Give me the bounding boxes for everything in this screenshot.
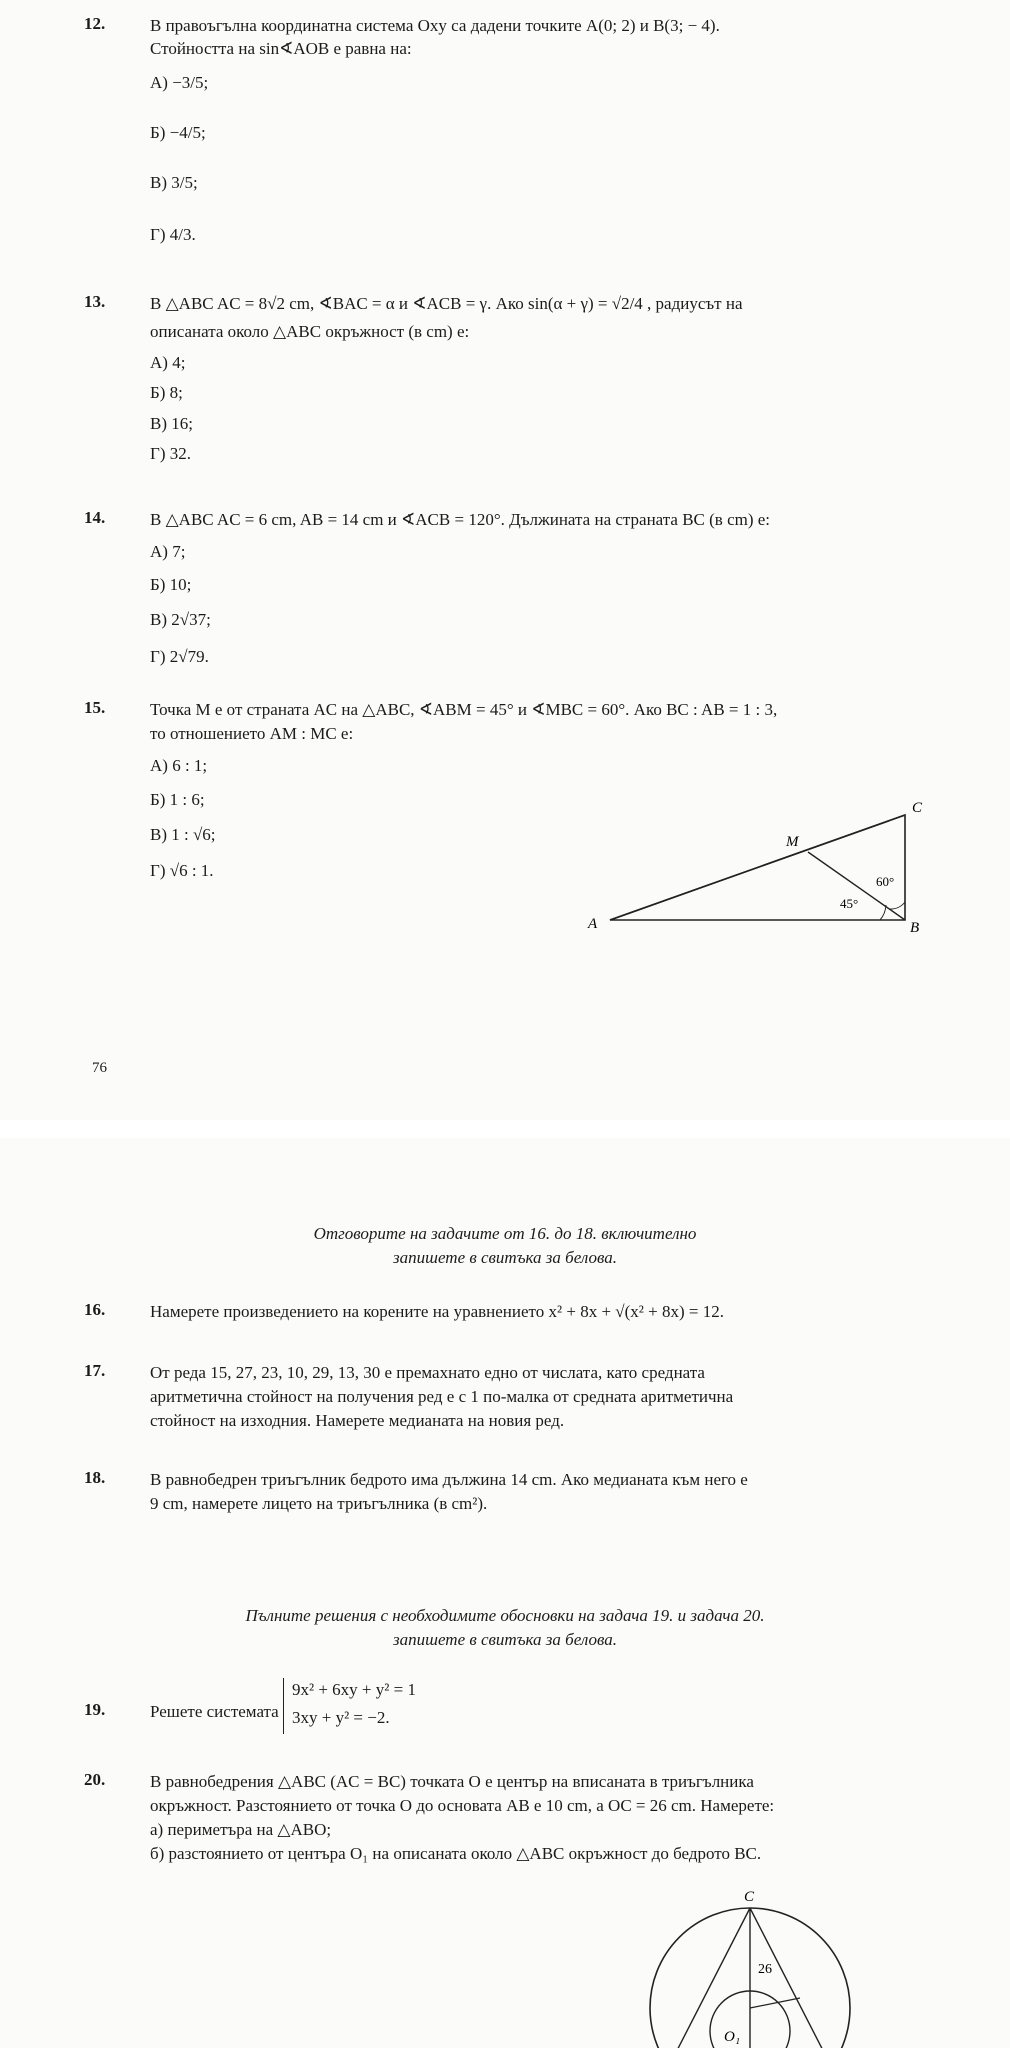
q17-text-line2: аритметична стойност на получения ред е с 1 по-малка от средната аритметична [150,1387,734,1406]
q13-option-b: Б) 8; [150,383,183,402]
q12-text-line1: В правоъгълна координатна система Oxy са дадени точките A(0; 2) и B(3; − 4). [150,16,720,35]
q19-equation2: 3xy + y² = −2. [292,1708,390,1727]
label-angle-45: 45° [840,896,859,911]
q20-part-b: б) разстоянието от центъра O₁ на описаната около △ABC окръжност до бедрото BC. [150,1844,762,1863]
q17-number: 17. [84,1361,106,1380]
q13-option-c: В) 16; [150,414,193,433]
q15-text-line1: Точка M е от страната AC на △ABC, ∢ABM = 45° и ∢MBC = 60°. Ако BC : AB = 1 : 3, [150,700,778,719]
q13-number: 13. [84,292,106,311]
q12-number: 12. [84,14,106,33]
q16-text: Намерете произведението на корените на уравнението x² + 8x + √(x² + 8x) = 12. [150,1302,724,1321]
q14-option-c: В) 2√37; [150,610,211,629]
q13-text-line1: В △ABC AC = 8√2 cm, ∢BAC = α и ∢ACB = γ. Ако sin(α + γ) = √2/4 , радиусът на [150,294,743,313]
q16-number: 16. [84,1300,106,1319]
system-brace [283,1678,284,1734]
q18-text-line1: В равнобедрен триъгълник бедрото има дължина 14 cm. Ако медианата към него е [150,1470,748,1489]
q18-text-line2: 9 cm, намерете лицето на триъгълника (в cm²). [150,1494,488,1513]
q13-option-d: Г) 32. [150,444,191,463]
q14-option-b: Б) 10; [150,575,192,594]
side-ca [668,1908,750,2048]
angle-arc-60 [890,902,905,909]
q14-option-a: А) 7; [150,542,186,561]
segment-ac [610,815,905,920]
label-c: C [912,800,923,816]
q14-option-d: Г) 2√79. [150,647,209,666]
q20-number: 20. [84,1770,106,1789]
label-26: 26 [758,1962,772,1977]
q15-option-c: В) 1 : √6; [150,825,216,844]
q12-option-d: Г) 4/3. [150,225,196,244]
q15-triangle-figure [580,790,940,940]
q12-option-b: Б) −4/5; [150,123,206,142]
label-c-point: C [744,1889,755,1905]
q12-option-a: А) −3/5; [150,73,209,92]
instruction1-line1: Отговорите на задачите от 16. до 18. включително [313,1224,697,1243]
q14-text-line1: В △ABC AC = 6 cm, AB = 14 cm и ∢ACB = 120°. Дължината на страната BC (в cm) е: [150,510,771,529]
label-a: A [588,916,598,932]
angle-arc-45 [880,905,886,920]
q13-option-a: А) 4; [150,353,186,372]
label-m: M [786,834,799,850]
q14-number: 14. [84,508,106,527]
q12-option-c: В) 3/5; [150,173,198,192]
q15-option-a: А) 6 : 1; [150,756,208,775]
q19-equation1: 9x² + 6xy + y² = 1 [292,1680,416,1699]
instruction2-line2: запишете в свитъка за белова. [393,1630,617,1649]
q15-number: 15. [84,698,106,717]
page-number: 76 [92,1060,107,1076]
q15-text-line2: то отношението AM : MC е: [150,724,354,743]
page-gap [0,1120,1010,1138]
side-cb [750,1908,832,2048]
q17-text-line1: От реда 15, 27, 23, 10, 29, 13, 30 е премахнато едно от числата, като средната [150,1363,705,1382]
q18-number: 18. [84,1468,106,1487]
q15-option-b: Б) 1 : 6; [150,790,205,809]
q17-text-line3: стойност на изходния. Намерете медианата на новия ред. [150,1411,565,1430]
q19-lead: Решете системата [150,1702,279,1721]
q20-text-line1: В равнобедрения △ABC (AC = BC) точката O е център на вписаната в триъгълника [150,1772,754,1791]
q12-text-line2: Стойността на sin∢AOB е равна на: [150,39,412,58]
q15-option-d: Г) √6 : 1. [150,861,214,880]
q19-number: 19. [84,1700,106,1719]
page-77 [0,1138,1010,2048]
q13-text-line2: описаната около △ABC окръжност (в cm) е: [150,322,470,341]
q20-circle-figure [620,1883,880,2048]
label-b: B [910,920,920,936]
label-angle-60: 60° [876,874,895,889]
q20-part-a: а) периметъра на △ABO; [150,1820,332,1839]
label-o1: O₁ [724,2029,741,2045]
instruction1-line2: запишете в свитъка за белова. [393,1248,617,1267]
q20-text-line2: окръжност. Разстоянието от точка O до основата AB е 10 cm, а OC = 26 cm. Намерете: [150,1796,775,1815]
instruction2-line1: Пълните решения с необходимите обосновки на задача 19. и задача 20. [245,1606,765,1625]
